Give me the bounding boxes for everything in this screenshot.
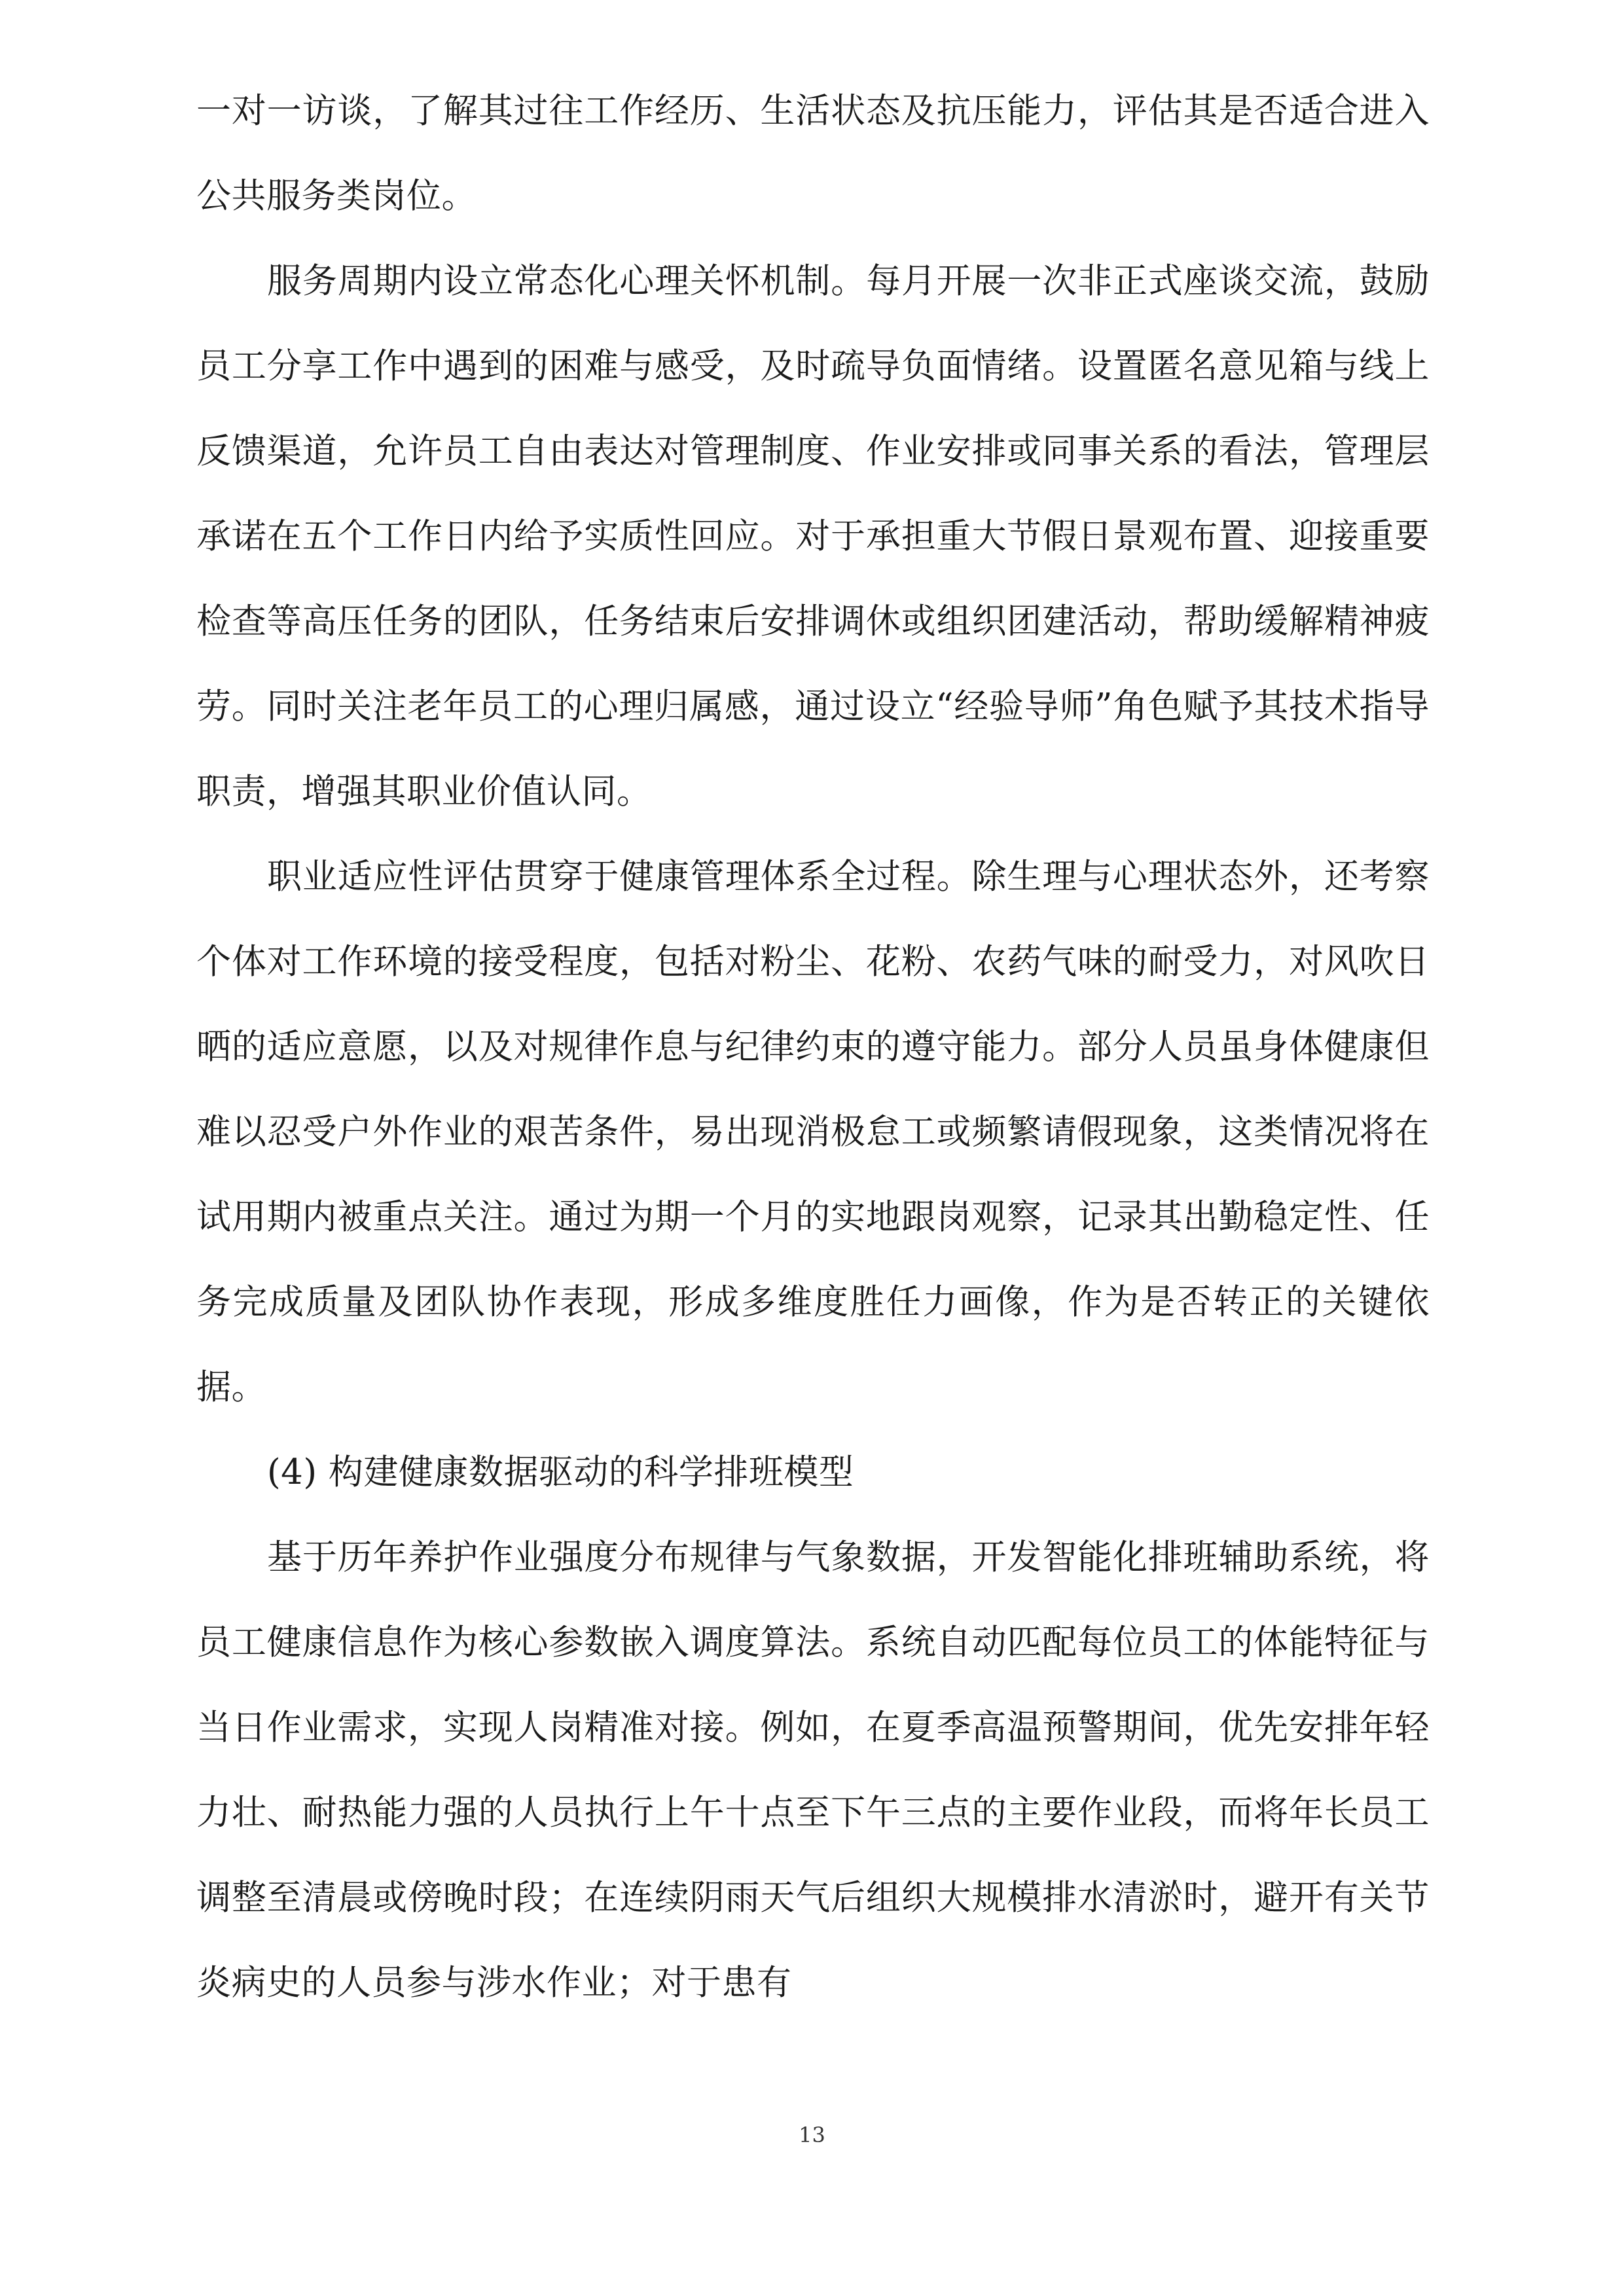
section-heading: (4) 构建健康数据驱动的科学排班模型: [267, 1452, 854, 1492]
paragraph-continuation: 一对一访谈，了解其过往工作经历、生活状态及抗压能力，评估其是否适合进入公共服务类岗位。: [196, 91, 1430, 216]
paragraph-occupational-assessment: 职业适应性评估贯穿于健康管理体系全过程。除生理与心理状态外，还考察个体对工作环境的接受程度，包括对粉尘、花粉、农药气味的耐受力，对风吹日晒的适应意愿，以及对规律作息与纪律约束的遵守能力。部分人员虽身体健康但难以忍受户外作业的艰苦条件，易出现消极怠工或频繁请假现象，这类情况将在试用期内被重点关注。通过为期一个月的实地跟岗观察，记录其出勤稳定性、任务完成质量及团队协作表现，形成多维度胜任力画像，作为是否转正的关键依据。: [196, 857, 1430, 1407]
body-text: [196, 69, 1430, 2026]
paragraph-psychological-care: 服务周期内设立常态化心理关怀机制。每月开展一次非正式座谈交流，鼓励员工分享工作中遇到的困难与感受，及时疏导负面情绪。设置匿名意见箱与线上反馈渠道，允许员工自由表达对管理制度、作业安排或同事关系的看法，管理层承诺在五个工作日内给予实质性回应。对于承担重大节假日景观布置、迎接重要检查等高压任务的团队，任务结束后安排调休或组织团建活动，帮助缓解精神疲劳。同时关注老年员工的心理归属感，通过设立“经验导师”角色赋予其技术指导职责，增强其职业价值认同。: [196, 261, 1430, 812]
page-number: 13: [799, 2123, 825, 2147]
paragraph-scheduling-model: 基于历年养护作业强度分布规律与气象数据，开发智能化排班辅助系统，将员工健康信息作为核心参数嵌入调度算法。系统自动匹配每位员工的体能特征与当日作业需求，实现人岗精准对接。例如，在夏季高温预警期间，优先安排年轻力壮、耐热能力强的人员执行上午十点至下午三点的主要作业段，而将年长员工调整至清晨或傍晚时段；在连续阴雨天气后组织大规模排水清淤时，避开有关节炎病史的人员参与涉水作业；对于患有: [196, 1537, 1430, 2003]
